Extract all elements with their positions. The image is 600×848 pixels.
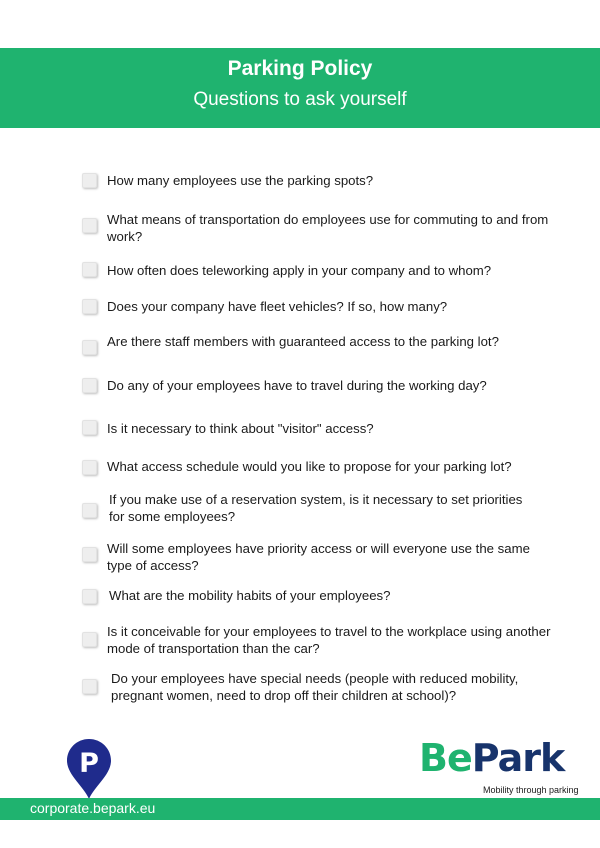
checkbox[interactable] [82,420,97,435]
checkbox[interactable] [82,503,97,518]
header-banner [0,48,600,128]
page-subtitle: Questions to ask yourself [193,89,407,110]
brand-tagline: Mobility through parking [483,785,579,795]
question-text: How often does teleworking apply in your company and to whom? [107,263,492,278]
question-text: If you make use of a reservation system, is it necessary to set priorities for some employees? [109,492,523,524]
pin-letter: P [79,748,99,779]
question-text: What access schedule would you like to propose for your parking lot? [107,459,512,474]
checkbox[interactable] [82,173,97,188]
question-text: Do your employees have special needs (people with reduced mobility, pregnant women, need to drop off their children at school)? [111,671,519,703]
question-text: Will some employees have priority access or will everyone use the same type of access? [107,541,530,573]
checkbox[interactable] [82,589,97,604]
question-text: Are there staff members with guaranteed access to the parking lot? [107,334,499,349]
checkbox[interactable] [82,460,97,475]
checkbox[interactable] [82,340,97,355]
footer-bar [0,798,600,820]
question-text: Does your company have fleet vehicles? If so, how many? [107,299,448,314]
question-text: How many employees use the parking spots? [107,173,374,188]
checkbox[interactable] [82,218,97,233]
question-text: Do any of your employees have to travel during the working day? [107,378,487,393]
checkbox[interactable] [82,679,97,694]
checkbox[interactable] [82,378,97,393]
question-text: What are the mobility habits of your employees? [109,588,391,603]
location-pin-logo-icon [66,738,112,800]
page-title: Parking Policy [227,57,373,80]
checkbox[interactable] [82,632,97,647]
footer-url-link[interactable]: corporate.bepark.eu [30,800,156,816]
checkbox[interactable] [82,547,97,562]
question-text: What means of transportation do employees use for commuting to and from work? [107,212,549,244]
question-text: Is it necessary to think about "visitor" access? [107,421,374,436]
brand-name-part1: Be [419,736,472,780]
bepark-logo [419,738,584,800]
brand-wordmark [419,738,584,778]
checkbox[interactable] [82,262,97,277]
checkbox[interactable] [82,299,97,314]
brand-name-part2: Park [471,736,565,780]
question-text: Is it conceivable for your employees to travel to the workplace using another mode of transportation than the car? [107,624,551,656]
